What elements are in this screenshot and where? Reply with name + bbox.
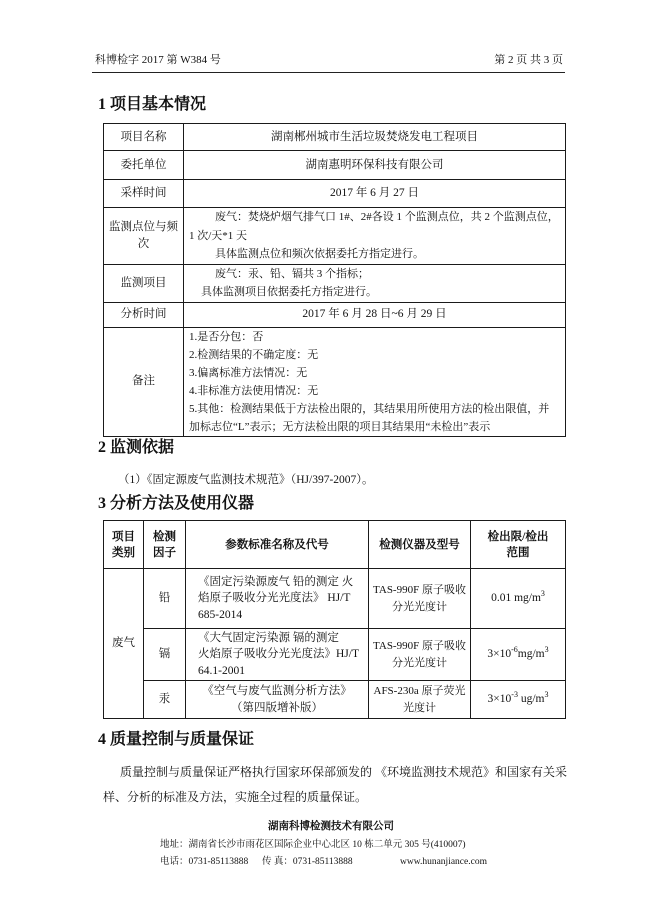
standard-line: 《大气固定污染源 镉的测定 bbox=[198, 631, 339, 644]
row-monitoring-items bbox=[104, 264, 566, 302]
limit-unit: ug/m bbox=[517, 693, 545, 706]
table-row bbox=[104, 629, 566, 681]
instrument-cell bbox=[369, 569, 471, 629]
standard-line: 火焰原子吸收分光光度法》HJ/T bbox=[198, 648, 359, 661]
limit-base: 0.01 bbox=[491, 592, 512, 605]
limit-cell bbox=[471, 681, 566, 719]
factor-cell: 镉 bbox=[144, 629, 186, 681]
value-project-name: 湖南郴州城市生活垃圾焚烧发电工程项目 bbox=[184, 124, 566, 151]
limit-exponent: -3 bbox=[511, 690, 518, 700]
row-client bbox=[104, 151, 566, 180]
limit-unit: mg/m bbox=[511, 592, 541, 605]
instrument-cell bbox=[369, 681, 471, 719]
limit-unit-exponent: 3 bbox=[540, 589, 545, 599]
label-monitoring-points: 监测点位与频次 bbox=[104, 208, 184, 265]
row-monitoring-points bbox=[104, 208, 566, 265]
section-4-title: 4 质量控制与质量保证 bbox=[98, 731, 255, 748]
label-analysis-time: 分析时间 bbox=[104, 302, 184, 327]
standard-line: 64.1-2001 bbox=[198, 664, 245, 677]
remark-line: 1.是否分包：否 bbox=[189, 330, 264, 343]
monitoring-points-line: 具体监测点位和频次依据委托方指定进行。 bbox=[215, 248, 424, 260]
header-factor bbox=[144, 521, 186, 569]
section-3-title: 3 分析方法及使用仪器 bbox=[98, 495, 255, 512]
limit-base: 3×10 bbox=[487, 693, 512, 706]
row-remarks bbox=[104, 327, 566, 436]
footer-fax: 传 真：0731-85113888 bbox=[262, 857, 353, 867]
standard-line: 《固定污染源废气 铅的测定 火 bbox=[198, 575, 354, 588]
methods-header-row bbox=[104, 521, 566, 569]
limit-unit-exponent: 3 bbox=[544, 690, 549, 700]
label-remarks: 备注 bbox=[104, 327, 184, 436]
instrument-cell bbox=[369, 629, 471, 681]
standard-cell bbox=[186, 629, 369, 681]
header-standard: 参数标准名称及代号 bbox=[186, 521, 369, 569]
header-limit bbox=[471, 521, 566, 569]
row-project-name bbox=[104, 124, 566, 151]
header-instrument: 检测仪器及型号 bbox=[369, 521, 471, 569]
header-divider bbox=[92, 72, 565, 73]
header-limit-line: 检出限/检出 bbox=[487, 530, 549, 543]
standard-line: （第四版增补版） bbox=[231, 701, 323, 714]
limit-exponent: -6 bbox=[511, 645, 518, 655]
factor-cell: 汞 bbox=[144, 681, 186, 719]
instrument-line: 分光光度计 bbox=[392, 600, 447, 613]
section-2-title: 2 监测依据 bbox=[98, 439, 175, 456]
header-category bbox=[104, 521, 144, 569]
header-factor-line: 检测 bbox=[153, 530, 176, 543]
instrument-line: TAS-990F 原子吸收 bbox=[373, 584, 466, 596]
remark-line: 4.非标准方法使用情况：无 bbox=[189, 384, 319, 397]
label-project-name: 项目名称 bbox=[104, 124, 184, 151]
standard-line: 焰原子吸收分光光度法》 HJ/T bbox=[198, 592, 351, 605]
row-sampling-time bbox=[104, 180, 566, 208]
table-row bbox=[104, 681, 566, 719]
remark-line: 加标志位“L”表示；无方法检出限的项目其结果用“未检出”表示 bbox=[189, 420, 491, 433]
value-remarks bbox=[184, 327, 566, 436]
standard-line: 《空气与废气监测分析方法》 bbox=[202, 685, 352, 697]
footer-website: www.hunanjiance.com bbox=[400, 857, 487, 867]
header-category-line: 类别 bbox=[112, 546, 135, 559]
report-number: 科博检字 2017 第 W384 号 bbox=[95, 54, 221, 66]
remark-line: 5.其他：检测结果低于方法检出限的，其结果用所使用方法的检出限值，并 bbox=[189, 402, 550, 415]
basis-item: （1）《固定源废气监测技术规范》（HJ/397-2007）。 bbox=[118, 474, 374, 486]
label-sampling-time: 采样时间 bbox=[104, 180, 184, 208]
value-analysis-time: 2017 年 6 月 28 日~6 月 29 日 bbox=[184, 302, 566, 327]
limit-base: 3×10 bbox=[487, 648, 512, 661]
value-client: 湖南惠明环保科技有限公司 bbox=[184, 151, 566, 180]
standard-line: 685-2014 bbox=[198, 608, 243, 621]
methods-table bbox=[103, 520, 566, 719]
page-indicator: 第 2 页 共 3 页 bbox=[494, 54, 563, 66]
table-row bbox=[104, 569, 566, 629]
remark-line: 3.偏离标准方法情况：无 bbox=[189, 366, 308, 379]
monitoring-items-line: 废气：汞、铅、镉共 3 个指标； bbox=[215, 268, 369, 280]
limit-cell bbox=[471, 569, 566, 629]
value-monitoring-points bbox=[184, 208, 566, 265]
row-analysis-time bbox=[104, 302, 566, 327]
footer-company: 湖南科博检测技术有限公司 bbox=[268, 821, 394, 832]
instrument-line: TAS-990F 原子吸收 bbox=[373, 640, 466, 652]
section-1-title: 1 项目基本情况 bbox=[98, 96, 207, 113]
category-cell: 废气 bbox=[104, 569, 144, 719]
quality-paragraph-line: 质量控制与质量保证严格执行国家环保部颁发的 《环境监测技术规范》和国家有关采 bbox=[120, 765, 568, 779]
value-sampling-time: 2017 年 6 月 27 日 bbox=[184, 180, 566, 208]
header-limit-line: 范围 bbox=[506, 546, 530, 559]
header-factor-line: 因子 bbox=[153, 546, 176, 559]
limit-unit-exponent: 3 bbox=[544, 645, 549, 655]
instrument-line: AFS-230a 原子荧光 bbox=[373, 685, 466, 697]
basic-info-table bbox=[103, 123, 566, 437]
instrument-line: 分光光度计 bbox=[392, 656, 447, 669]
monitoring-points-line: 废气：焚烧炉烟气排气口 1#、2#各设 1 个监测点位，共 2 个监测点位， bbox=[215, 211, 559, 223]
factor-cell: 铅 bbox=[144, 569, 186, 629]
remark-line: 2.检测结果的不确定度：无 bbox=[189, 348, 319, 361]
label-client: 委托单位 bbox=[104, 151, 184, 180]
value-monitoring-items bbox=[184, 264, 566, 302]
monitoring-points-line: 1 次/天*1 天 bbox=[189, 229, 248, 242]
standard-cell bbox=[186, 681, 369, 719]
footer-address: 地址：湖南省长沙市雨花区国际企业中心北区 10 栋二单元 305 号(410007) bbox=[160, 840, 466, 850]
quality-paragraph-line: 样、分析的标准及方法，实施全过程的质量保证。 bbox=[103, 790, 368, 804]
limit-unit: mg/m bbox=[517, 648, 545, 661]
monitoring-items-line: 具体监测项目依据委托方指定进行。 bbox=[201, 286, 377, 298]
instrument-line: 光度计 bbox=[403, 701, 436, 714]
label-monitoring-items: 监测项目 bbox=[104, 264, 184, 302]
header-category-line: 项目 bbox=[112, 530, 135, 543]
footer-phone: 电话：0731-85113888 bbox=[160, 857, 249, 867]
limit-cell bbox=[471, 629, 566, 681]
standard-cell bbox=[186, 569, 369, 629]
